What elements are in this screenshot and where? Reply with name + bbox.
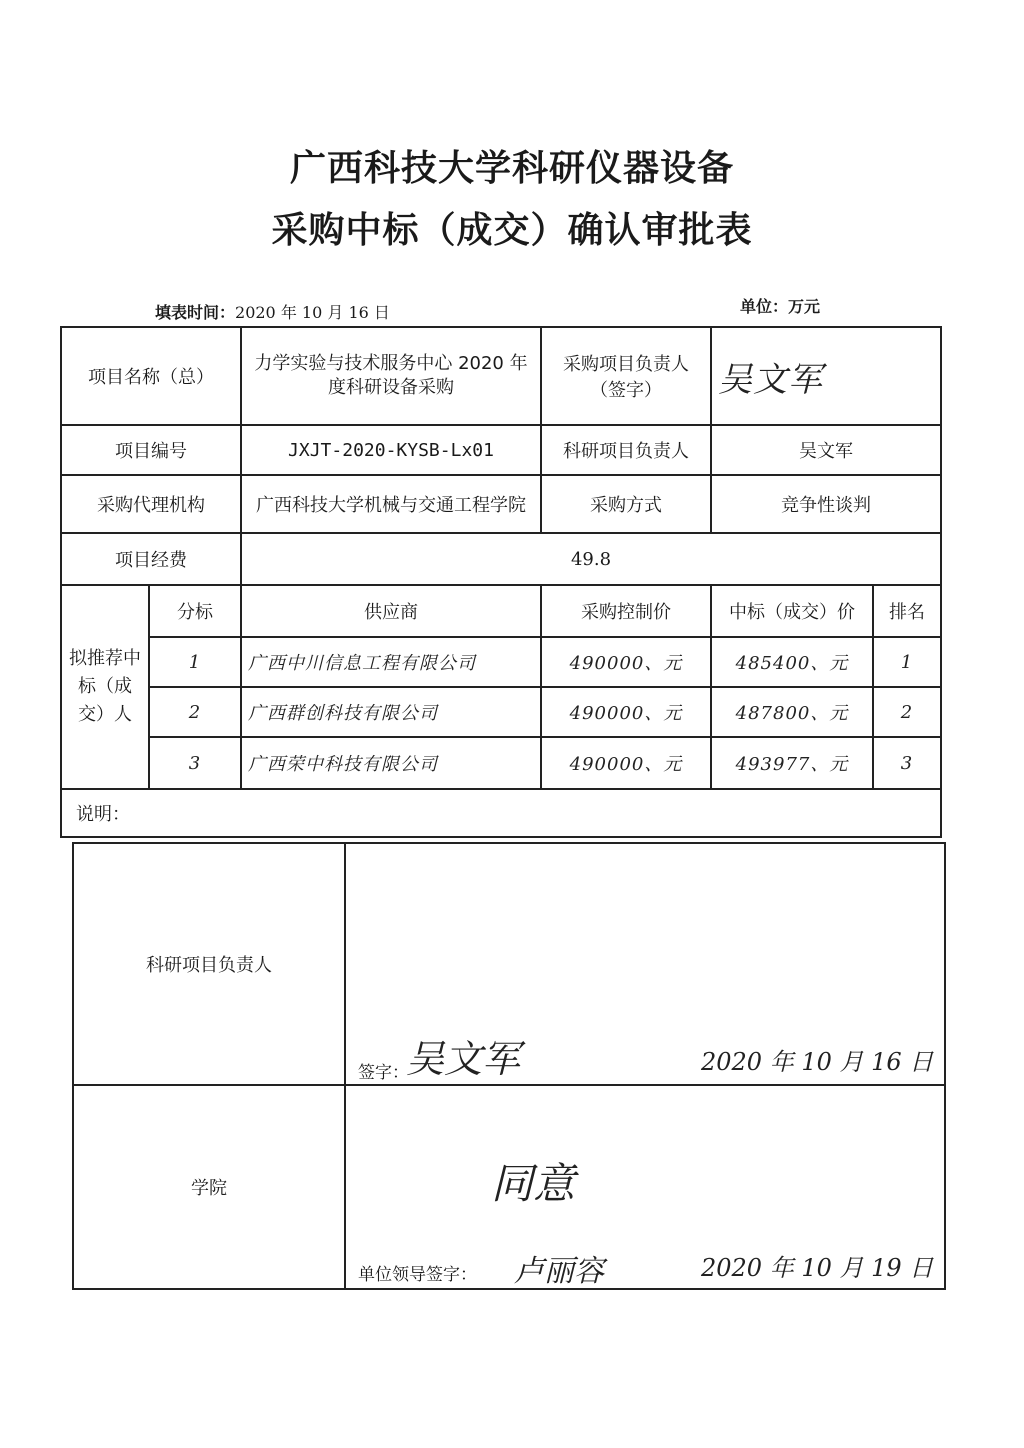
project-name-value: 力学实验与技术服务中心 2020 年度科研设备采购 [241, 327, 541, 425]
research-sign-date: 2020 年 10 月 16 日 [701, 1048, 934, 1076]
research-lead-sign-cell [345, 843, 945, 1085]
bid-price-cell: 485400、元 [711, 637, 873, 687]
agency-value: 广西科技大学机械与交通工程学院 [241, 475, 541, 533]
research-signature: 吴文军 [406, 1037, 521, 1081]
project-name-label: 项目名称（总） [61, 327, 241, 425]
table-row [61, 687, 941, 737]
header-control-price: 采购控制价 [541, 585, 711, 637]
funds-label: 项目经费 [61, 533, 241, 585]
fill-date-value: 2020 年 10 月 16 日 [235, 303, 390, 322]
bid-price-cell: 493977、元 [711, 737, 873, 789]
college-sign-cell [345, 1085, 945, 1289]
rank-cell: 2 [873, 687, 941, 737]
project-no-label: 项目编号 [61, 425, 241, 475]
method-value: 竞争性谈判 [711, 475, 941, 533]
lot-cell: 2 [149, 687, 241, 737]
fill-date [155, 300, 390, 323]
lot-cell: 3 [149, 737, 241, 789]
table-row [61, 737, 941, 789]
supplier-cell: 广西荣中科技有限公司 [241, 737, 541, 789]
project-no-value: JXJT-2020-KYSB-Lx01 [241, 425, 541, 475]
note-label: 说明： [61, 789, 941, 837]
approval-table [72, 842, 946, 1290]
bid-price-cell: 487800、元 [711, 687, 873, 737]
college-signature: 卢丽容 [514, 1254, 604, 1289]
header-bid-price: 中标（成交）价 [711, 585, 873, 637]
header-rank: 排名 [873, 585, 941, 637]
method-label: 采购方式 [541, 475, 711, 533]
procurement-form-table [60, 326, 942, 838]
purchase-lead-label: 采购项目负责人（签字） [541, 327, 711, 425]
rank-cell: 1 [873, 637, 941, 687]
approval-college-label: 学院 [73, 1085, 345, 1289]
document-title-line-1: 广西科技大学科研仪器设备 [289, 148, 734, 189]
research-sign-label: 签字： [358, 1063, 409, 1083]
control-price-cell: 490000、元 [541, 687, 711, 737]
header-lot: 分标 [149, 585, 241, 637]
document-title-line-2: 采购中标（成交）确认审批表 [271, 210, 753, 251]
approval-research-lead-label: 科研项目负责人 [73, 843, 345, 1085]
funds-value: 49.8 [241, 533, 941, 585]
table-row [61, 637, 941, 687]
header-supplier: 供应商 [241, 585, 541, 637]
agency-label: 采购代理机构 [61, 475, 241, 533]
college-sign-label: 单位领导签字： [358, 1265, 477, 1285]
supplier-cell: 广西群创科技有限公司 [241, 687, 541, 737]
supplier-cell: 广西中川信息工程有限公司 [241, 637, 541, 687]
research-lead-label: 科研项目负责人 [541, 425, 711, 475]
unit-label: 单位：万元 [740, 297, 821, 316]
rank-cell: 3 [873, 737, 941, 789]
college-opinion: 同意 [491, 1159, 576, 1208]
purchase-lead-signature: 吴文军 [711, 327, 941, 425]
fill-date-label: 填表时间： [155, 303, 236, 322]
lot-cell: 1 [149, 637, 241, 687]
research-lead-value: 吴文军 [711, 425, 941, 475]
control-price-cell: 490000、元 [541, 637, 711, 687]
control-price-cell: 490000、元 [541, 737, 711, 789]
bidder-group-label: 拟推荐中标（成交）人 [61, 585, 149, 789]
college-sign-date: 2020 年 10 月 19 日 [701, 1254, 934, 1282]
